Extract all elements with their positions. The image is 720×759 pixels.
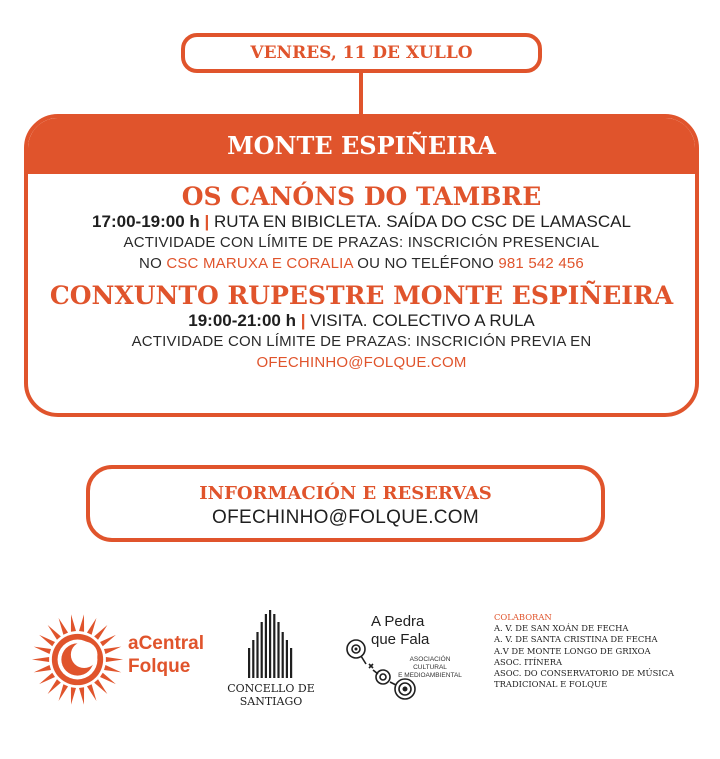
venue-link[interactable]: CSC MARUXA E CORALIA: [166, 255, 353, 272]
concello-line1: CONCELLO DE: [227, 682, 315, 695]
card-header-title: MONTE ESPIÑEIRA: [227, 130, 496, 160]
pedra-sub1: ASOCIACIÓN CULTURAL: [409, 656, 451, 671]
collaborator-item: A.V DE MONTE LONGO DE GRIXOA: [494, 645, 651, 656]
info-title: INFORMACIÓN E RESERVAS: [199, 483, 492, 504]
pedra-sub2: E MEDIOAMBIENTAL: [398, 672, 462, 679]
date-label: VENRES, 11 DE XULLO: [250, 43, 473, 63]
note-middle: OU NO TELÉFONO: [357, 255, 494, 272]
concello-logo-text: [226, 682, 316, 708]
email-link[interactable]: OFECHINHO@FOLQUE.COM: [256, 354, 467, 371]
event-title: OS CANÓNS DO TAMBRE: [181, 182, 542, 211]
card-header: [28, 118, 695, 174]
collaborator-item: ASOC. ITÍNERA: [494, 656, 563, 667]
phone-link[interactable]: 981 542 456: [498, 255, 584, 272]
event-title: CONXUNTO RUPESTRE MONTE ESPIÑEIRA: [49, 281, 674, 310]
event-activity: RUTA EN BIBICLETA. SAÍDA DO CSC DE LAMASCAL: [214, 212, 631, 231]
pedra-line1: A Pedra: [371, 613, 425, 630]
collaborator-item: A. V. DE SAN XOÁN DE FECHA: [494, 623, 629, 634]
concello-line2: SANTIAGO: [239, 695, 303, 708]
folque-line1: aCentral: [128, 633, 205, 654]
event-note-line2: [28, 352, 695, 373]
pedra-subtitle: [395, 656, 465, 680]
event-card: [24, 114, 699, 417]
event-time: 17:00-19:00 h: [92, 212, 200, 231]
info-email-link[interactable]: OFECHINHO@FOLQUE.COM: [211, 507, 480, 528]
note-prefix: NO: [139, 255, 162, 272]
sun-moon-logo-icon: [30, 612, 125, 707]
event-note-line1: ACTIVIDADE CON LÍMITE DE PRAZAS: INSCRICIÓN PRESENCIAL: [123, 234, 600, 251]
event-separator: |: [300, 311, 306, 330]
event-schedule: [28, 211, 695, 232]
folque-logo-text: [128, 632, 204, 678]
collaborator-item: A. V. DE SANTA CRISTINA DE FECHA: [494, 634, 658, 645]
event-schedule: [28, 310, 695, 331]
collaborators-title: COLABORAN: [494, 612, 552, 622]
date-pill: [181, 33, 542, 73]
pedra-line2: que Fala: [371, 631, 430, 648]
collaborators-list: [494, 612, 674, 690]
event-separator: |: [204, 212, 210, 231]
event-note-line1: ACTIVIDADE CON LÍMITE DE PRAZAS: INSCRICIÓN PREVIA EN: [131, 333, 592, 350]
event-item: [28, 182, 695, 274]
info-box: [86, 465, 605, 542]
event-note-line2: [28, 253, 695, 274]
pedra-logo-text: [371, 613, 429, 649]
connector-line: [359, 73, 363, 117]
event-activity: VISITA. COLECTIVO A RULA: [310, 311, 535, 330]
event-time: 19:00-21:00 h: [188, 311, 296, 330]
collaborator-item: TRADICIONAL E FOLQUE: [494, 679, 608, 690]
collaborator-item: ASOC. DO CONSERVATORIO DE MÚSICA: [494, 668, 675, 679]
folque-line2: Folque: [128, 656, 191, 677]
event-item: [28, 281, 695, 373]
